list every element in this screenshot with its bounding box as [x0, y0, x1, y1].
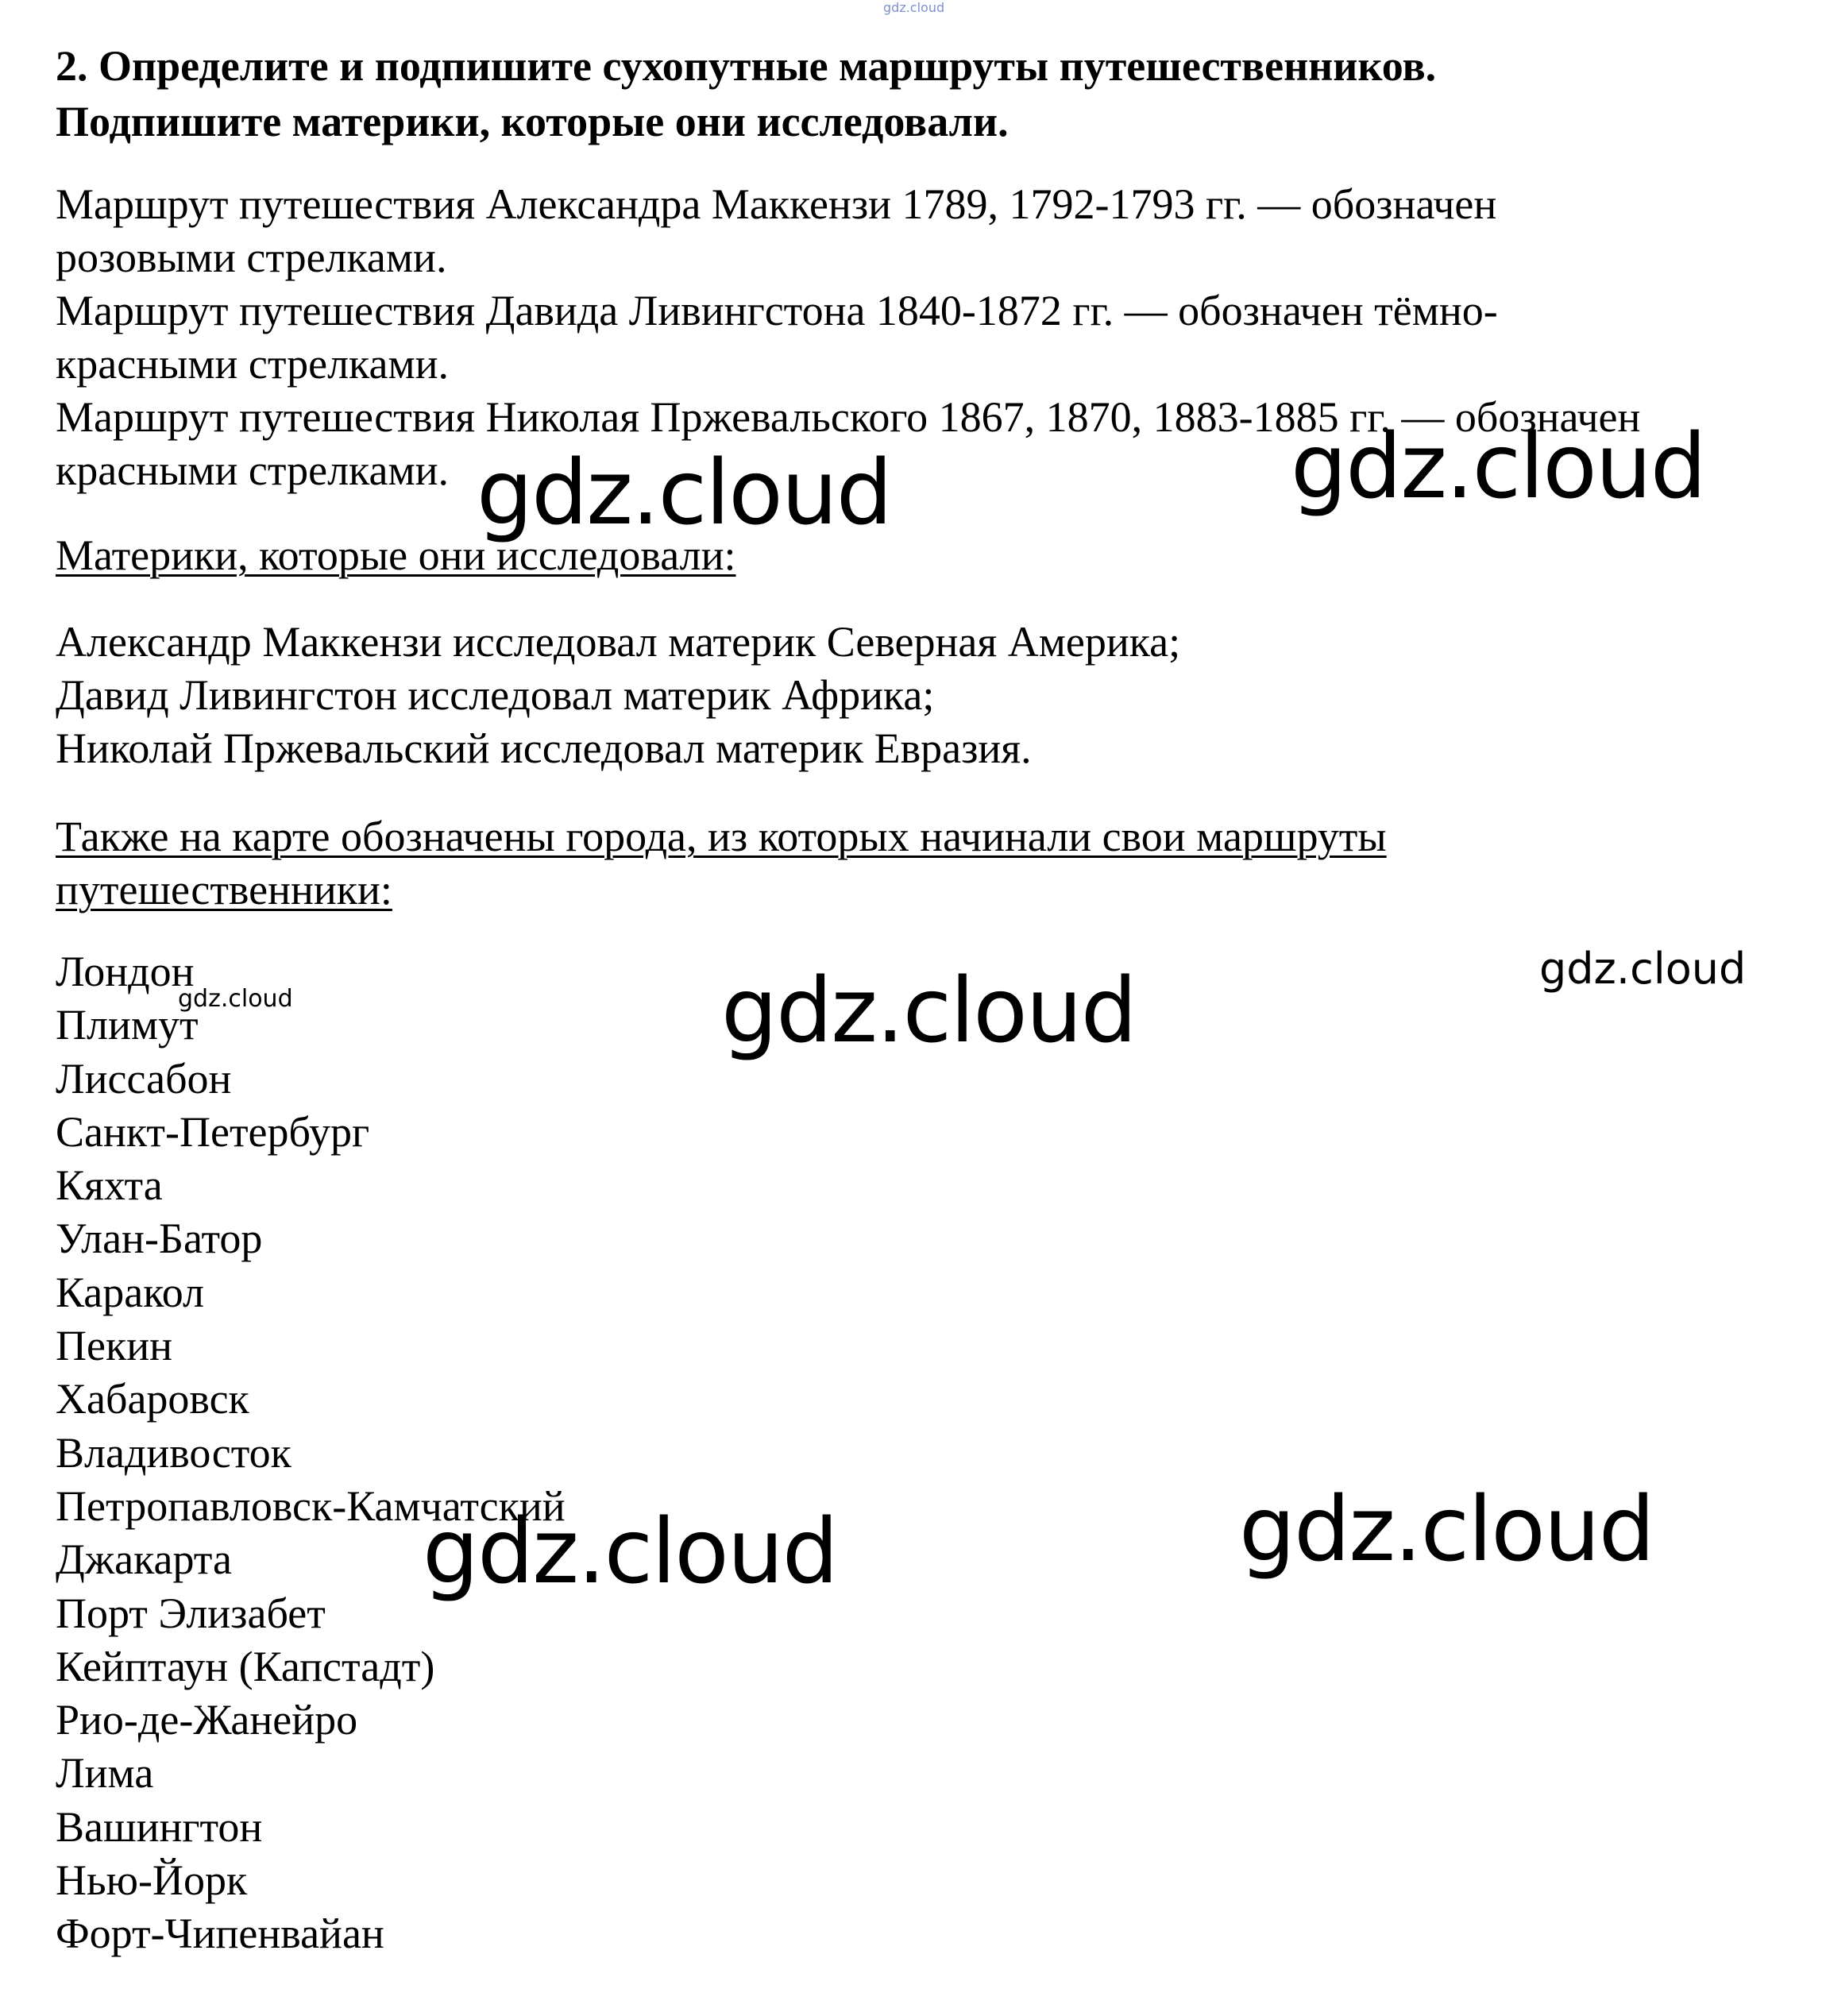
continents-heading: Материки, которые они исследовали: — [56, 531, 736, 579]
continent-line: Давид Ливингстон исследовал материк Африка; — [56, 671, 935, 719]
watermark: gdz.cloud — [477, 442, 891, 545]
task-title — [56, 38, 1763, 149]
city-item: Петропавловск-Камчатский — [56, 1481, 566, 1530]
city-item: Плимут — [56, 1001, 199, 1049]
city-item: Лондон — [56, 948, 195, 995]
city-item: Владивосток — [56, 1428, 291, 1477]
city-item: Улан-Батор — [56, 1215, 263, 1263]
city-item: Лиссабон — [56, 1054, 232, 1103]
task-title-line-2: Подпишите материки, которые они исследовали. — [56, 98, 1009, 145]
city-item: Нью-Йорк — [56, 1856, 248, 1905]
watermark: gdz.cloud — [178, 985, 293, 1013]
watermark-top: gdz.cloud — [883, 0, 945, 15]
city-item: Пекин — [56, 1322, 172, 1370]
cities-list — [56, 945, 566, 1961]
watermark: gdz.cloud — [721, 960, 1136, 1063]
city-item: Кяхта — [56, 1161, 163, 1210]
city-item: Каракол — [56, 1268, 204, 1316]
task-title-line-1: 2. Определите и подпишите сухопутные маршруты путешественников. — [56, 42, 1437, 90]
city-item: Форт-Чипенвайан — [56, 1910, 384, 1958]
city-item: Хабаровск — [56, 1375, 249, 1423]
watermark: gdz.cloud — [423, 1500, 837, 1604]
city-item: Порт Элизабет — [56, 1589, 326, 1637]
routes-line: красными стрелками. — [56, 446, 450, 494]
city-item: Санкт-Петербург — [56, 1107, 370, 1156]
cities-heading: Также на карте обозначены города, из которых начинали свои маршруты путешественники: — [56, 813, 1387, 913]
routes-line: Маршрут путешествия Александра Маккензи 1789, 1792-1793 гг. — обозначен — [56, 180, 1497, 228]
continent-line: Николай Пржевальский исследовал материк Евразия. — [56, 724, 1032, 772]
routes-line: Маршрут путешествия Николая Пржевальского 1867, 1870, 1883-1885 гг. — обозначен — [56, 393, 1641, 441]
city-item: Джакарта — [56, 1535, 233, 1584]
continent-line: Александр Маккензи исследовал материк Северная Америка; — [56, 618, 1181, 666]
routes-line: Маршрут путешествия Давида Ливингстона 1840-1872 гг. — обозначен тёмно- — [56, 287, 1498, 334]
routes-line: розовыми стрелками. — [56, 234, 447, 281]
city-item: Лима — [56, 1749, 154, 1798]
city-item: Рио-де-Жанейро — [56, 1696, 358, 1744]
city-item: Кейптаун (Капстадт) — [56, 1642, 435, 1690]
watermark: gdz.cloud — [1539, 944, 1747, 994]
routes-line: красными стрелками. — [56, 340, 450, 388]
watermark: gdz.cloud — [1239, 1478, 1654, 1582]
city-item: Вашингтон — [56, 1802, 263, 1851]
watermark: gdz.cloud — [1291, 415, 1705, 519]
continents-paragraph — [56, 616, 1811, 775]
